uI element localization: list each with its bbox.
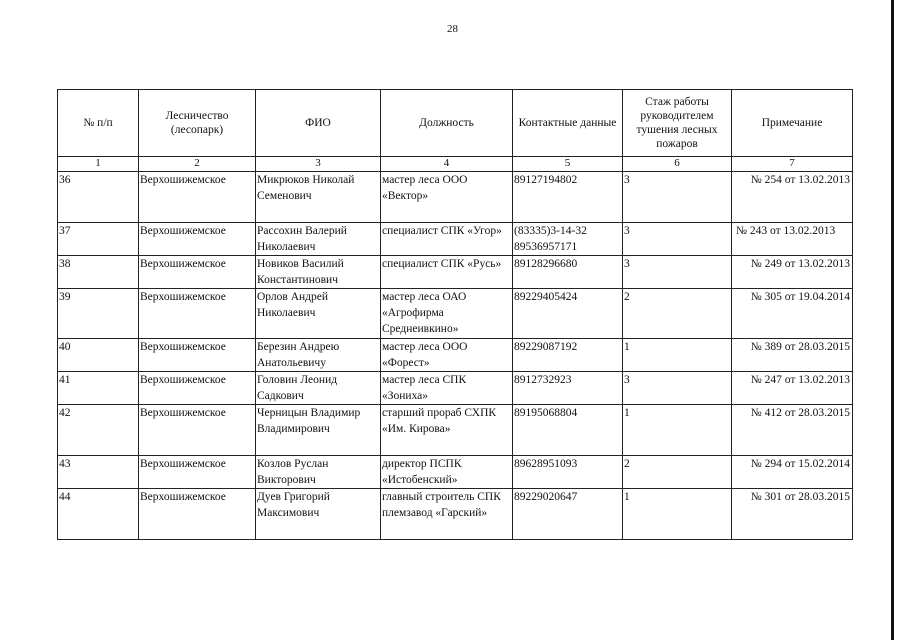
cell-contact: 89229405424 — [513, 289, 623, 339]
cell-contact: 89229087192 — [513, 339, 623, 372]
header-number: № п/п — [58, 90, 139, 157]
cell-name: Головин Леонид Садкович — [256, 372, 381, 405]
cell-name: Рассохин Валерий Николаевич — [256, 223, 381, 256]
cell-forestry: Верхошижемское — [139, 256, 256, 289]
cell-experience: 1 — [623, 489, 732, 540]
cell-number: 44 — [58, 489, 139, 540]
header-position: Должность — [381, 90, 513, 157]
cell-position: мастер леса СПК «Зониха» — [381, 372, 513, 405]
table-row — [58, 405, 853, 456]
cell-note: № 294 от 15.02.2014 — [732, 456, 853, 489]
header-contact: Контактные данные — [513, 90, 623, 157]
cell-position: мастер леса ООО «Вектор» — [381, 172, 513, 223]
cell-number: 39 — [58, 289, 139, 339]
cell-position: главный строитель СПК племзавод «Гарский» — [381, 489, 513, 540]
column-number-row — [58, 157, 853, 172]
cell-note: № 249 от 13.02.2013 — [732, 256, 853, 289]
cell-number: 42 — [58, 405, 139, 456]
cell-note: № 389 от 28.03.2015 — [732, 339, 853, 372]
cell-experience: 1 — [623, 405, 732, 456]
cell-experience: 2 — [623, 456, 732, 489]
cell-position: старший прораб СХПК «Им. Кирова» — [381, 405, 513, 456]
cell-forestry: Верхошижемское — [139, 172, 256, 223]
scan-edge-line — [891, 0, 894, 640]
cell-name: Черницын Владимир Владимирович — [256, 405, 381, 456]
cell-note: № 247 от 13.02.2013 — [732, 372, 853, 405]
cell-position: специалист СПК «Русь» — [381, 256, 513, 289]
cell-experience: 1 — [623, 339, 732, 372]
cell-name: Орлов Андрей Николаевич — [256, 289, 381, 339]
cell-note: № 243 от 13.02.2013 — [732, 223, 853, 256]
cell-note: № 301 от 28.03.2015 — [732, 489, 853, 540]
table-row — [58, 372, 853, 405]
cell-name: Березин Андрею Анатольевичу — [256, 339, 381, 372]
cell-contact: 89195068804 — [513, 405, 623, 456]
cell-contact: 89628951093 — [513, 456, 623, 489]
cell-experience: 3 — [623, 372, 732, 405]
table-row — [58, 489, 853, 540]
column-number: 1 — [58, 157, 139, 172]
cell-name: Дуев Григорий Максимович — [256, 489, 381, 540]
cell-number: 43 — [58, 456, 139, 489]
cell-position: специалист СПК «Угор» — [381, 223, 513, 256]
table-row — [58, 289, 853, 339]
cell-number: 41 — [58, 372, 139, 405]
column-number: 3 — [256, 157, 381, 172]
header-experience: Стаж работы руководителем тушения лесных пожаров — [623, 90, 732, 157]
table-row — [58, 339, 853, 372]
cell-experience: 3 — [623, 172, 732, 223]
cell-forestry: Верхошижемское — [139, 489, 256, 540]
cell-name: Микрюков Николай Семенович — [256, 172, 381, 223]
table-row — [58, 223, 853, 256]
cell-experience: 2 — [623, 289, 732, 339]
foresters-table — [57, 89, 853, 540]
cell-forestry: Верхошижемское — [139, 339, 256, 372]
cell-forestry: Верхошижемское — [139, 372, 256, 405]
header-name: ФИО — [256, 90, 381, 157]
cell-position: директор ПСПК «Истобенский» — [381, 456, 513, 489]
cell-number: 36 — [58, 172, 139, 223]
table-header-row — [58, 90, 853, 157]
cell-forestry: Верхошижемское — [139, 223, 256, 256]
table-row — [58, 256, 853, 289]
cell-contact: 89128296680 — [513, 256, 623, 289]
cell-contact: 8912732923 — [513, 372, 623, 405]
cell-forestry: Верхошижемское — [139, 405, 256, 456]
page-number: 28 — [447, 23, 458, 35]
cell-note: № 305 от 19.04.2014 — [732, 289, 853, 339]
column-number: 7 — [732, 157, 853, 172]
cell-contact: 89127194802 — [513, 172, 623, 223]
column-number: 6 — [623, 157, 732, 172]
cell-name: Новиков Василий Константинович — [256, 256, 381, 289]
cell-name: Козлов Руслан Викторович — [256, 456, 381, 489]
cell-contact: (83335)3-14-32 89536957171 — [513, 223, 623, 256]
column-number: 4 — [381, 157, 513, 172]
cell-experience: 3 — [623, 256, 732, 289]
column-number: 5 — [513, 157, 623, 172]
cell-note: № 412 от 28.03.2015 — [732, 405, 853, 456]
header-note: Примечание — [732, 90, 853, 157]
table-row — [58, 456, 853, 489]
cell-position: мастер леса ООО «Форест» — [381, 339, 513, 372]
cell-position: мастер леса ОАО «Агрофирма Среднеивкино» — [381, 289, 513, 339]
cell-forestry: Верхошижемское — [139, 289, 256, 339]
table-row — [58, 172, 853, 223]
cell-note: № 254 от 13.02.2013 — [732, 172, 853, 223]
cell-forestry: Верхошижемское — [139, 456, 256, 489]
cell-number: 40 — [58, 339, 139, 372]
cell-number: 38 — [58, 256, 139, 289]
cell-experience: 3 — [623, 223, 732, 256]
cell-number: 37 — [58, 223, 139, 256]
cell-contact: 89229020647 — [513, 489, 623, 540]
column-number: 2 — [139, 157, 256, 172]
header-forestry: Лесничество (лесопарк) — [139, 90, 256, 157]
